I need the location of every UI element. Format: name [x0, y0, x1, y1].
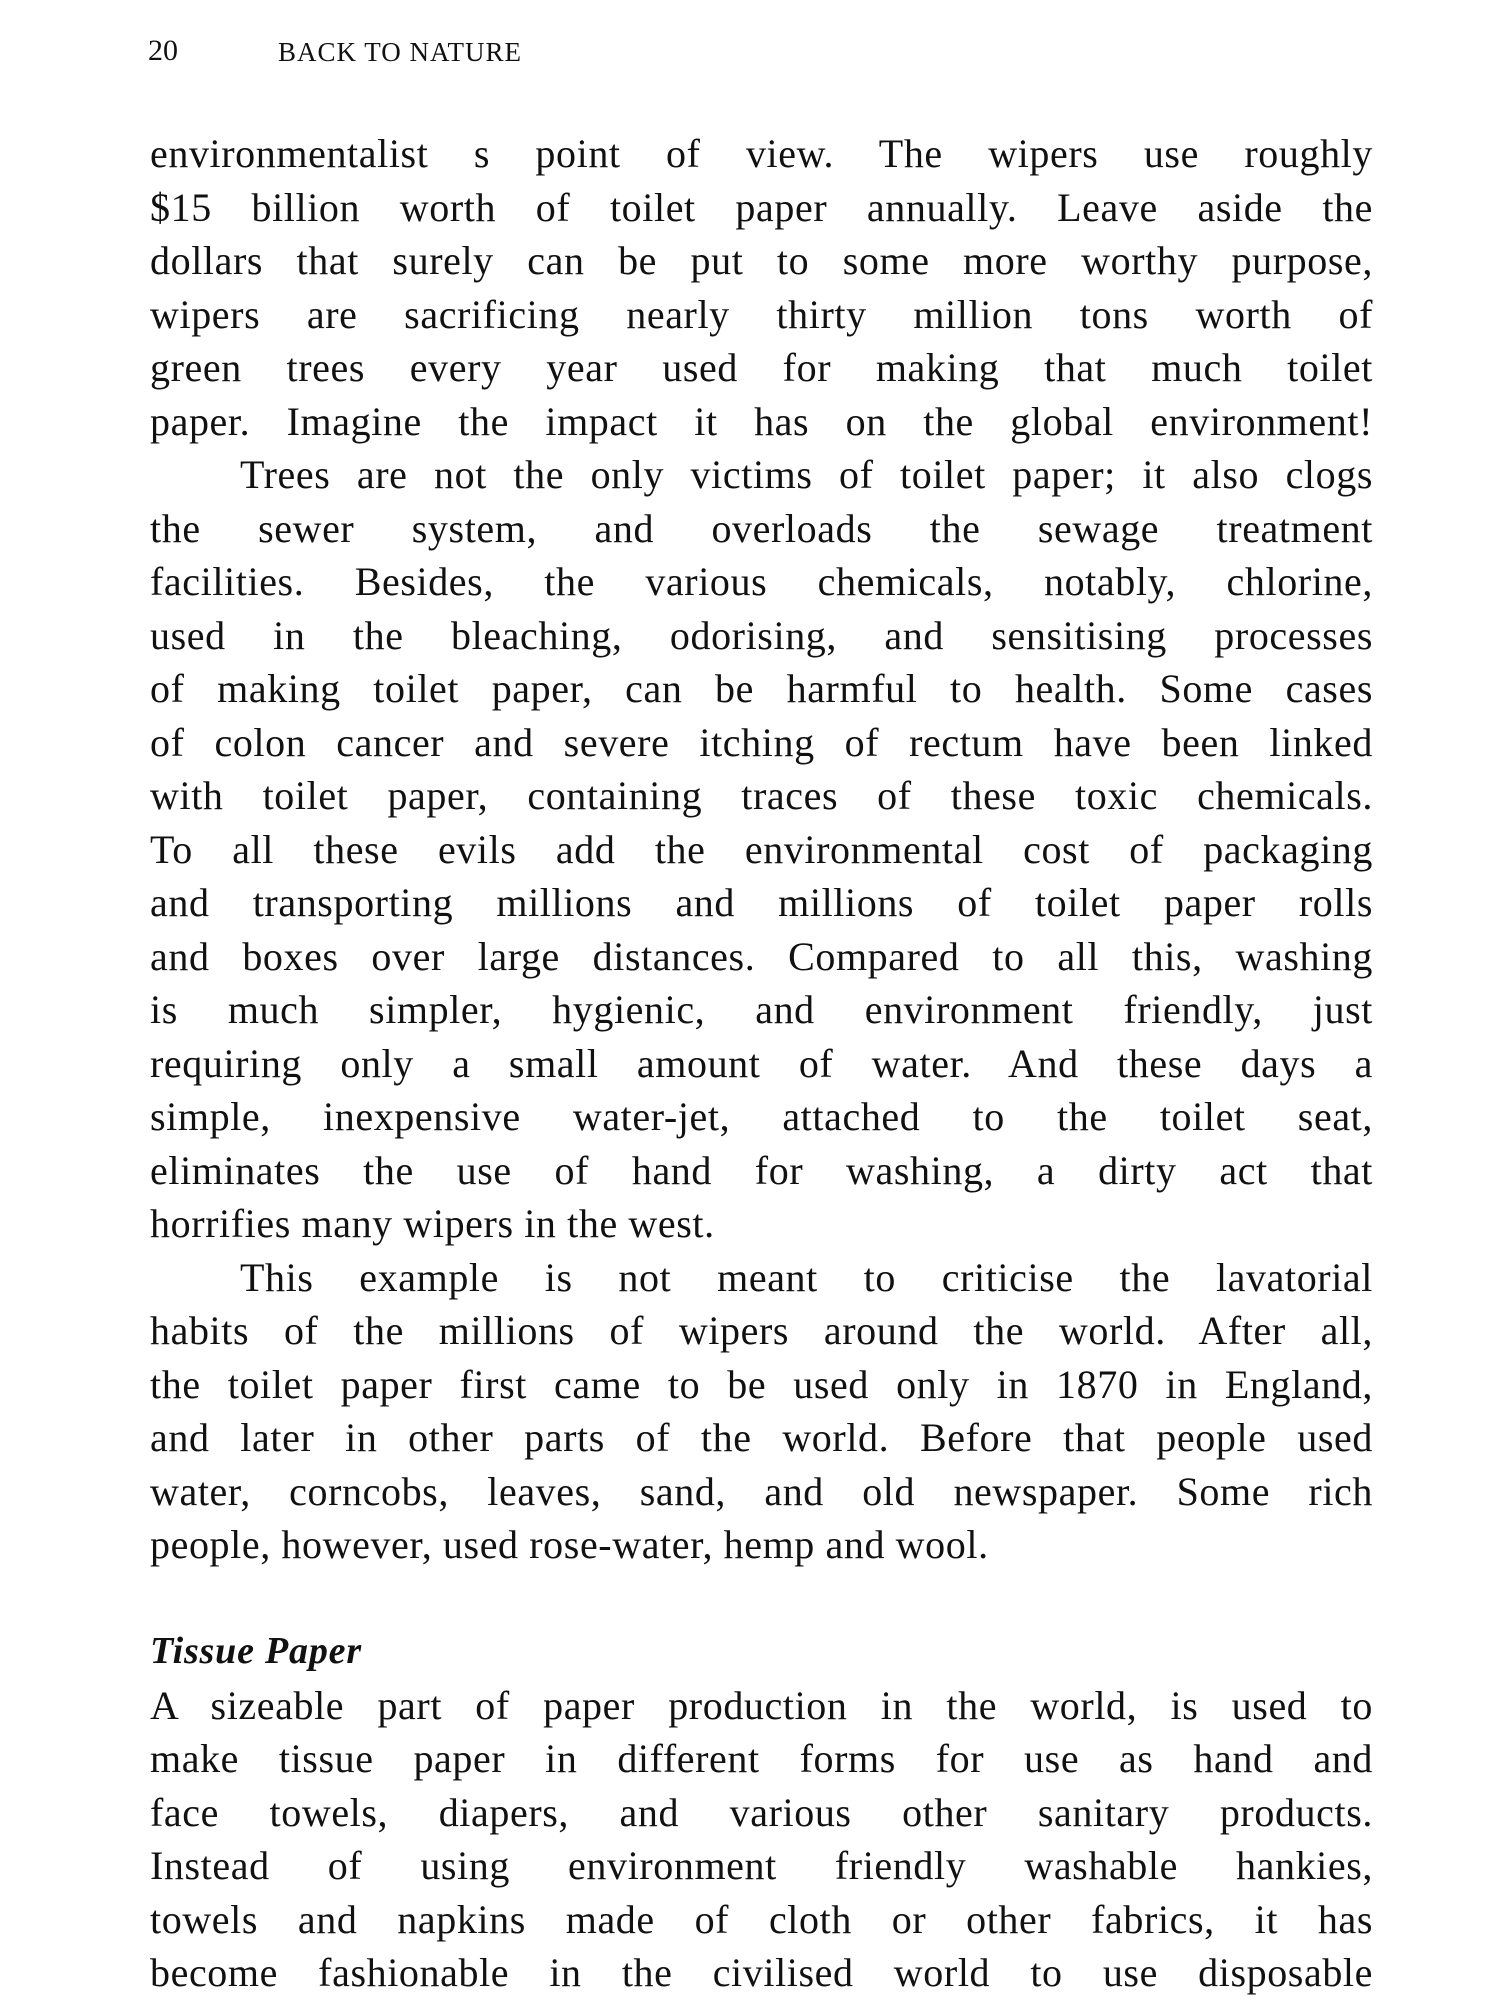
- page-body: [150, 127, 1373, 2000]
- paragraph: [150, 1251, 1373, 1572]
- text-line: with toilet paper, containing traces of these toxic chemicals.: [150, 773, 1373, 818]
- text-line: To all these evils add the environmental cost of packaging: [150, 826, 1373, 872]
- paragraph: [150, 448, 1373, 1251]
- text-line: environmentalist s point of view. The wipers use roughly: [150, 131, 1373, 176]
- text-line: A sizeable part of paper production in the world, is used to: [150, 1682, 1373, 1728]
- text-line: of making toilet paper, can be harmful to health. Some cases: [150, 666, 1373, 711]
- text-line: and later in other parts of the world. Before that people used: [150, 1415, 1373, 1460]
- text-line: eliminates the use of hand for washing, a dirty act that: [150, 1147, 1373, 1193]
- text-line: and boxes over large distances. Compared to all this, washing: [150, 933, 1373, 979]
- page-number: 20: [148, 34, 178, 67]
- paragraph: [150, 127, 1373, 448]
- text-line: green trees every year used for making that much toilet: [150, 345, 1373, 390]
- text-line: towels and napkins made of cloth or other fabrics, it has: [150, 1896, 1373, 1942]
- section-paragraph: [150, 1679, 1373, 2000]
- text-line: Instead of using environment friendly washable hankies,: [150, 1843, 1373, 1888]
- section-heading: Tissue Paper: [150, 1630, 362, 1672]
- text-line: habits of the millions of wipers around the world. After all,: [150, 1308, 1373, 1353]
- text-line: wipers are sacrificing nearly thirty million tons worth of: [150, 291, 1373, 337]
- running-title: BACK TO NATURE: [278, 37, 523, 67]
- text-line: people, however, used rose-water, hemp and wool.: [150, 1522, 989, 1567]
- text-line: requiring only a small amount of water. And these days a: [150, 1040, 1373, 1086]
- text-line: $15 billion worth of toilet paper annually. Leave aside the: [150, 184, 1373, 230]
- text-line: the sewer system, and overloads the sewage treatment: [150, 505, 1373, 551]
- text-line: make tissue paper in different forms for use as hand and: [150, 1736, 1373, 1781]
- text-line: the toilet paper first came to be used only in 1870 in England,: [150, 1361, 1373, 1407]
- text-line: water, corncobs, leaves, sand, and old newspaper. Some rich: [150, 1468, 1373, 1514]
- text-line: and transporting millions and millions of toilet paper rolls: [150, 880, 1373, 925]
- text-line: facilities. Besides, the various chemicals, notably, chlorine,: [150, 559, 1373, 604]
- text-line: used in the bleaching, odorising, and sensitising processes: [150, 612, 1373, 658]
- text-line: dollars that surely can be put to some more worthy purpose,: [150, 238, 1373, 283]
- text-line: paper. Imagine the impact it has on the global environment!: [150, 398, 1373, 444]
- text-line: become fashionable in the civilised world to use disposable: [150, 1950, 1373, 1995]
- text-line: is much simpler, hygienic, and environment friendly, just: [150, 987, 1373, 1032]
- text-line: of colon cancer and severe itching of rectum have been linked: [150, 719, 1373, 765]
- text-line: Trees are not the only victims of toilet paper; it also clogs: [240, 452, 1373, 497]
- text-line: This example is not meant to criticise the lavatorial: [240, 1254, 1373, 1300]
- text-line: horrifies many wipers in the west.: [150, 1201, 715, 1246]
- running-header: [148, 34, 522, 68]
- text-line: face towels, diapers, and various other sanitary products.: [150, 1789, 1373, 1835]
- text-line: simple, inexpensive water-jet, attached to the toilet seat,: [150, 1094, 1373, 1139]
